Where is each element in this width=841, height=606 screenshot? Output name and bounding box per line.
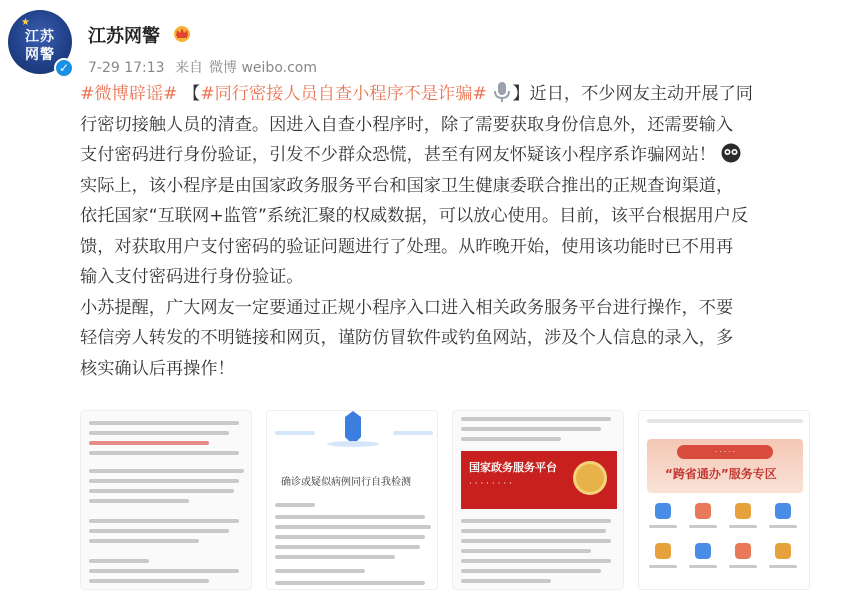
star-icon: ★ bbox=[21, 17, 30, 28]
promo-top-pill: · · · · · bbox=[677, 445, 773, 459]
shocked-face-emoji bbox=[721, 143, 741, 163]
text-line bbox=[461, 427, 601, 431]
service-icon bbox=[695, 543, 711, 559]
text-line bbox=[275, 525, 431, 529]
text-line bbox=[275, 515, 425, 519]
thumbnail-title: 确诊或疑似病例同行自我检测 bbox=[281, 477, 411, 488]
content-line-8: 小苏提醒，广大网友一定要通过正规小程序入口进入相关政务服务平台进行操作，不要 bbox=[80, 297, 734, 318]
post-meta bbox=[88, 57, 323, 77]
text-line bbox=[89, 431, 229, 435]
service-label bbox=[729, 525, 757, 528]
text-line bbox=[89, 559, 149, 563]
text-line bbox=[461, 549, 591, 553]
service-icon bbox=[775, 503, 791, 519]
text-line bbox=[461, 417, 611, 421]
source-prefix: 来自 bbox=[175, 60, 204, 76]
gov-platform-banner bbox=[461, 451, 617, 509]
text-line bbox=[275, 581, 425, 585]
service-label bbox=[689, 525, 717, 528]
content-line-1-rest: 】近日，不少网友主动开展了同 bbox=[512, 84, 753, 104]
crown-icon[interactable] bbox=[172, 24, 192, 42]
content-line-3 bbox=[80, 140, 825, 171]
bracket-open: 【 bbox=[177, 84, 201, 104]
text-line bbox=[461, 579, 551, 583]
image-thumbnail-4[interactable] bbox=[638, 410, 810, 590]
text-line bbox=[89, 489, 234, 493]
content-line-5: 依托国家“互联网+监管”系统汇聚的权威数据，可以放心使用。目前，该平台根据用户反 bbox=[80, 206, 749, 226]
image-thumbnail-2[interactable] bbox=[266, 410, 438, 590]
banner-title: 国家政务服务平台 bbox=[469, 461, 557, 474]
content-line-7: 输入支付密码进行身份验证。 bbox=[80, 267, 304, 287]
post-content bbox=[80, 79, 825, 384]
verified-icon: ✓ bbox=[54, 58, 74, 78]
service-label bbox=[729, 565, 757, 568]
post-header bbox=[8, 10, 838, 80]
text-line bbox=[89, 421, 239, 425]
service-label bbox=[649, 525, 677, 528]
banner-subtitle-placeholder: · · · · · · · · bbox=[469, 479, 512, 489]
post-time[interactable]: 7-29 17:13 bbox=[88, 60, 165, 76]
text-line bbox=[89, 519, 239, 523]
content-line-9: 轻信旁人转发的不明链接和网页，谨防仿冒软件或钓鱼网站，涉及个人信息的录入，多 bbox=[80, 328, 734, 348]
text-line bbox=[461, 437, 561, 441]
content-line-1 bbox=[80, 79, 825, 110]
content-line-10: 核实确认后再操作！ bbox=[80, 358, 235, 379]
avatar-text-line2: 网警 bbox=[25, 47, 55, 63]
service-icon bbox=[735, 503, 751, 519]
text-line bbox=[461, 529, 606, 533]
content-line-3-text: 支付密码进行身份验证，引发不少群众恐慌，甚至有网友怀疑该小程序系诈骗网站！ bbox=[80, 145, 716, 165]
decor-line bbox=[393, 431, 433, 435]
promo-title: “跨省通办”服务专区 bbox=[665, 467, 777, 481]
hashtag-self-check[interactable]: #同行密接人员自查小程序不是诈骗# bbox=[200, 84, 487, 104]
text-line bbox=[89, 569, 239, 573]
image-thumbnail-3[interactable] bbox=[452, 410, 624, 590]
text-line bbox=[89, 479, 239, 483]
service-label bbox=[769, 525, 797, 528]
text-line bbox=[275, 569, 365, 573]
national-emblem-icon bbox=[573, 461, 607, 495]
text-line bbox=[275, 555, 395, 559]
text-line bbox=[89, 539, 199, 543]
image-grid bbox=[80, 410, 825, 606]
text-line bbox=[461, 569, 601, 573]
post-source[interactable]: 微博 weibo.com bbox=[209, 60, 317, 76]
image-thumbnail-1[interactable] bbox=[80, 410, 252, 590]
content-line-6: 馈，对获取用户支付密码的验证问题进行了处理。从昨晚开始，使用该功能时已不用再 bbox=[80, 236, 734, 257]
content-line-2: 行密切接触人员的清查。因进入自查小程序时，除了需要获取身份信息外，还需要输入 bbox=[80, 114, 734, 135]
text-line bbox=[461, 519, 611, 523]
service-icon bbox=[735, 543, 751, 559]
decor-line bbox=[275, 431, 315, 435]
service-label bbox=[649, 565, 677, 568]
person-illustration bbox=[325, 411, 381, 447]
hashtag-weibo-piyao[interactable]: #微博辟谣# bbox=[80, 84, 178, 104]
text-line bbox=[89, 579, 209, 583]
content-line-4: 实际上，该小程序是由国家政务服务平台和国家卫生健康委联合推出的正规查询渠道， bbox=[80, 175, 734, 196]
text-line bbox=[89, 499, 189, 503]
service-label bbox=[689, 565, 717, 568]
avatar-text-line1: 江苏 bbox=[25, 29, 55, 45]
service-icon bbox=[655, 543, 671, 559]
text-line bbox=[275, 535, 425, 539]
text-line bbox=[89, 441, 209, 445]
search-bar bbox=[647, 419, 803, 423]
text-line bbox=[89, 469, 244, 473]
text-line bbox=[275, 545, 420, 549]
service-icon bbox=[655, 503, 671, 519]
microphone-icon bbox=[492, 81, 512, 103]
service-label bbox=[769, 565, 797, 568]
text-line bbox=[275, 503, 315, 507]
cross-province-promo bbox=[647, 439, 803, 493]
service-icon bbox=[775, 543, 791, 559]
text-line bbox=[461, 559, 611, 563]
text-line bbox=[89, 529, 229, 533]
text-line bbox=[89, 451, 239, 455]
text-line bbox=[461, 539, 611, 543]
service-icon bbox=[695, 503, 711, 519]
account-name[interactable]: 江苏网警 bbox=[88, 26, 160, 47]
